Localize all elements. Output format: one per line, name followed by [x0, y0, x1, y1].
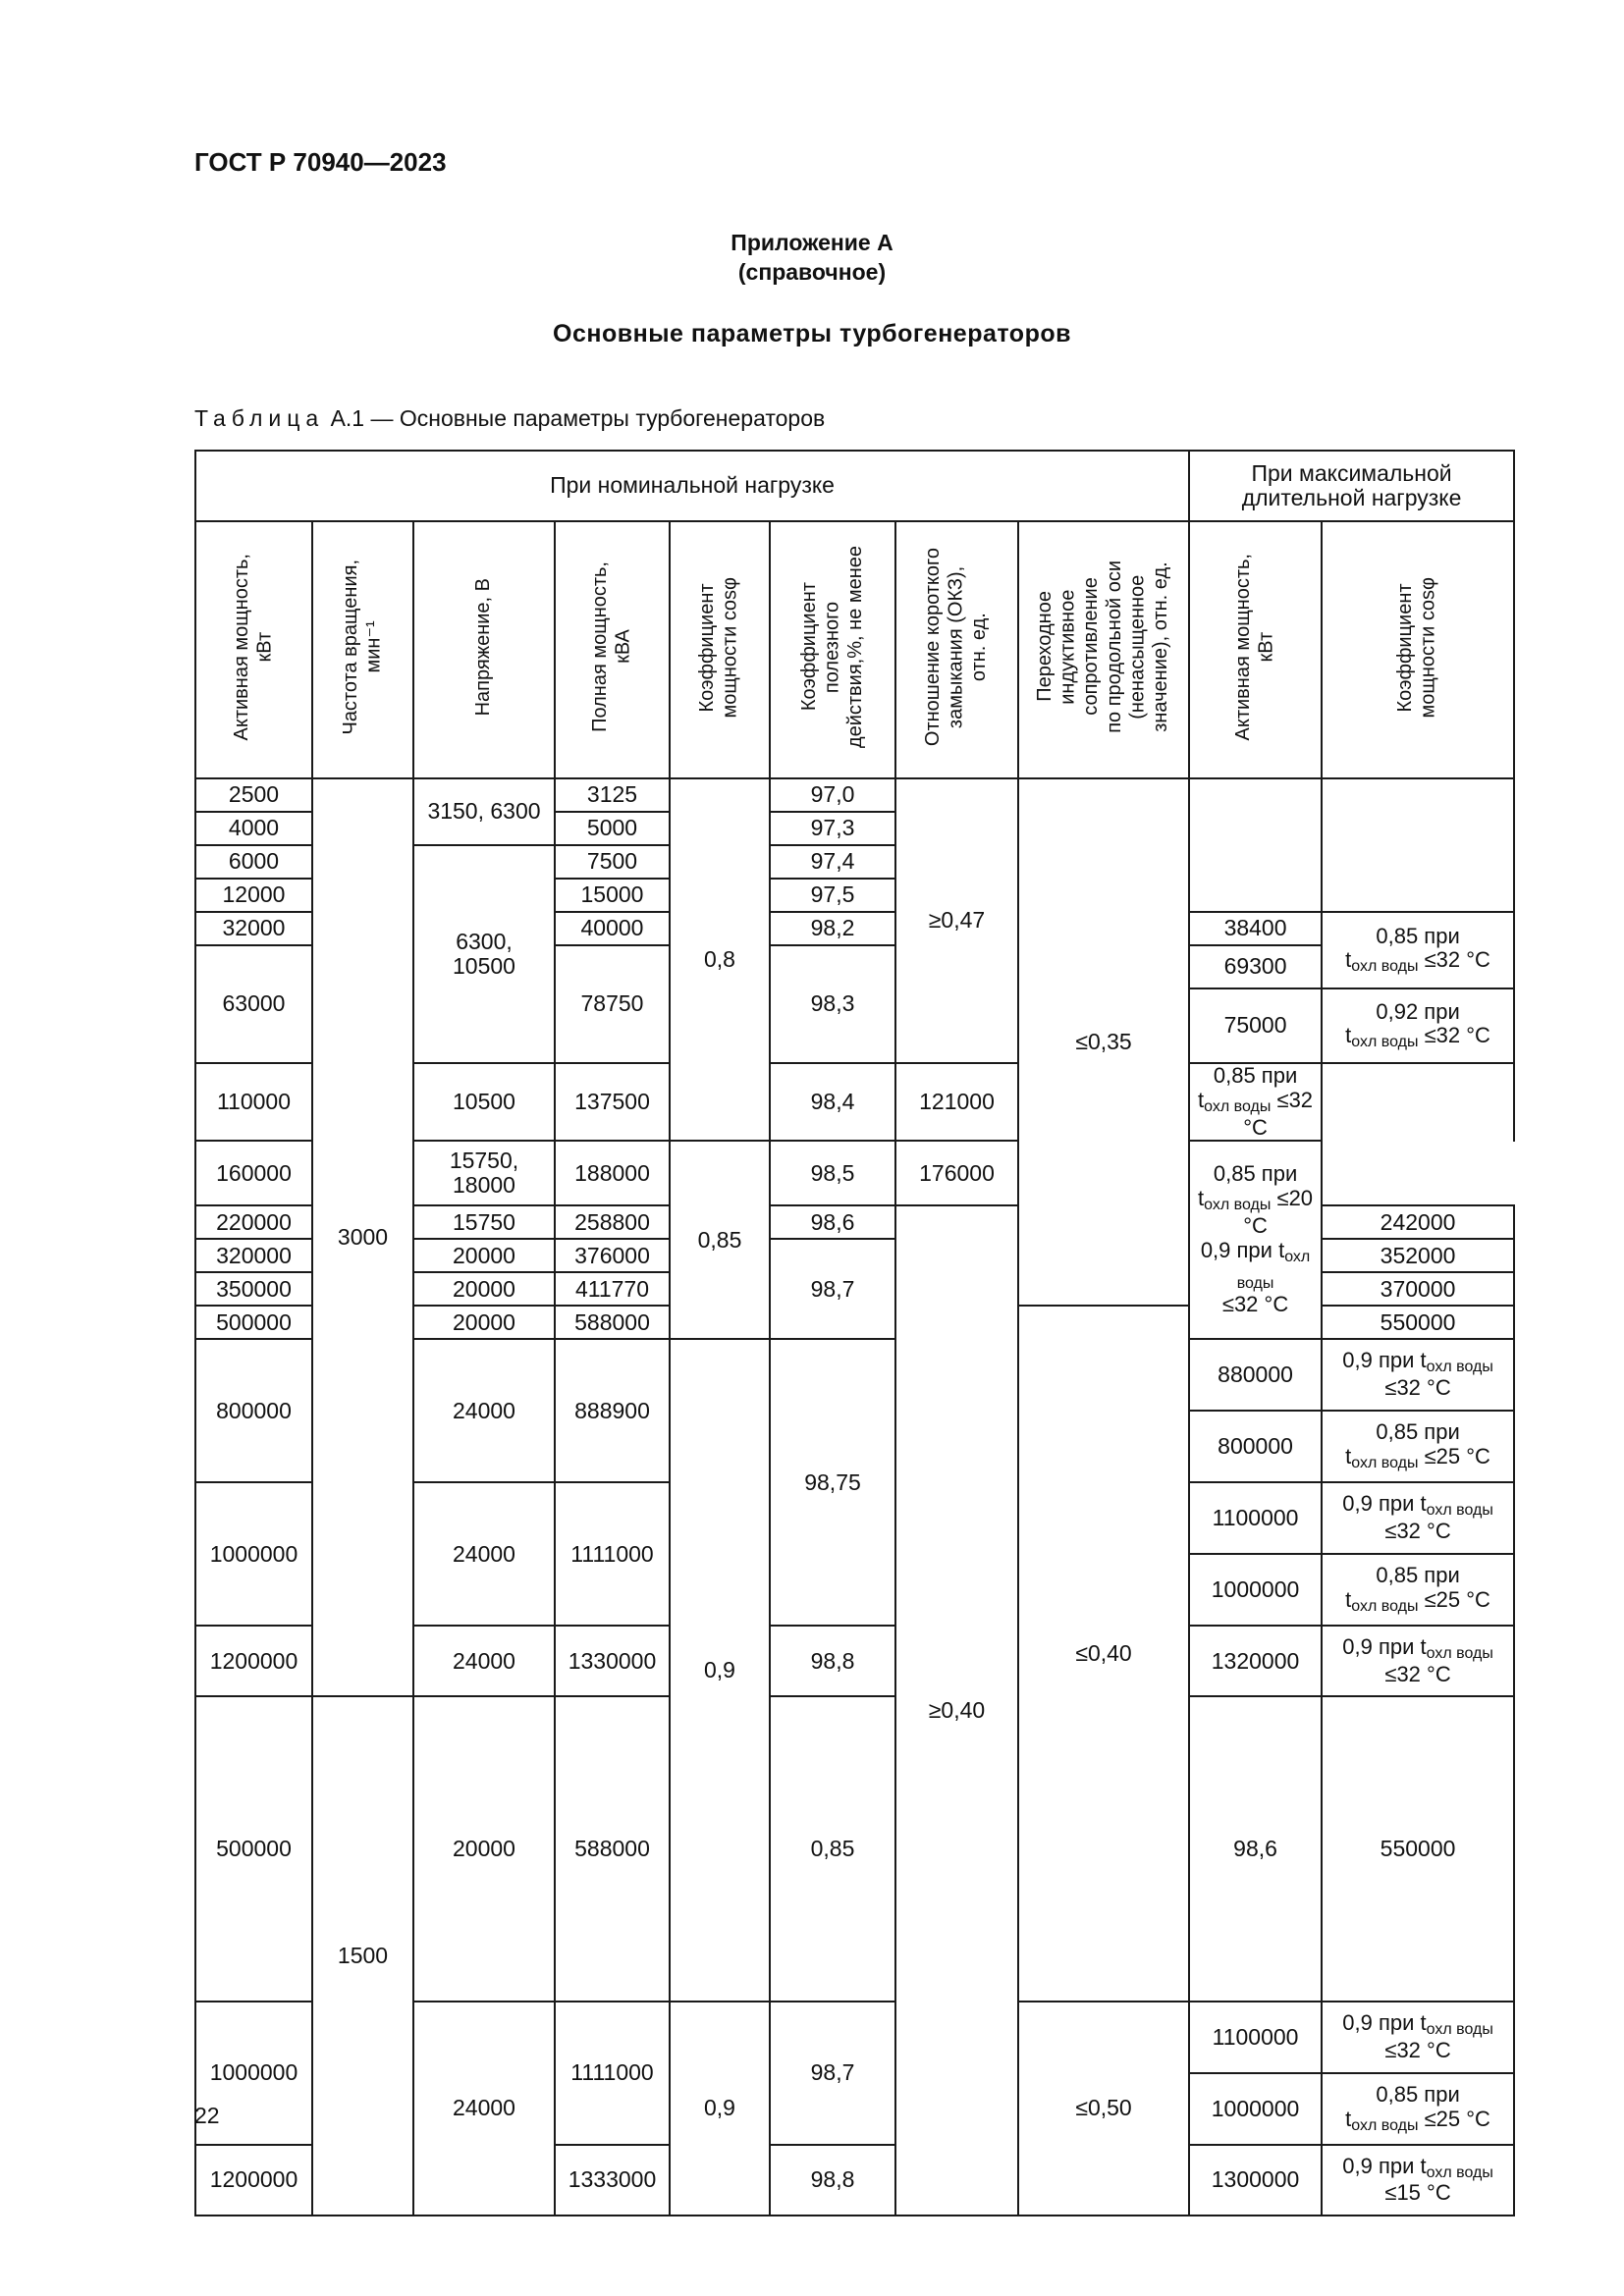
full-power-cell: 3125	[555, 778, 670, 812]
max-power-cell: 1000000	[1189, 2073, 1322, 2145]
voltage-cell: 24000	[413, 1626, 555, 1696]
active-power-cell: 160000	[195, 1141, 312, 1205]
active-power-cell: 6000	[195, 845, 312, 879]
xd-cell: ≤0,35	[1018, 778, 1189, 1306]
efficiency-cell: 97,5	[770, 879, 895, 912]
voltage-cell: 6300, 10500	[413, 845, 555, 1063]
max-power-cell: 69300	[1189, 945, 1322, 988]
appendix-note: (справочное)	[737, 259, 887, 285]
voltage-cell: 15750, 18000	[413, 1141, 555, 1205]
full-power-cell: 15000	[555, 879, 670, 912]
active-power-cell: 220000	[195, 1205, 312, 1239]
speed-cell: 3000	[312, 778, 413, 1696]
table-row	[195, 1696, 1514, 2002]
full-power-cell: 137500	[555, 1063, 670, 1141]
efficiency-cell: 98,4	[770, 1063, 895, 1141]
max-power-cell: 370000	[1322, 1272, 1514, 1306]
active-power-cell: 1000000	[195, 2002, 312, 2145]
efficiency-cell: 98,6	[1189, 1696, 1322, 2002]
speed-cell: 1500	[312, 1696, 413, 2216]
group-header-row	[195, 451, 1514, 521]
col-efficiency: Коэффициент полезного действия,%, не менее	[770, 521, 895, 778]
max-power-cell: 75000	[1189, 988, 1322, 1063]
page-number: 22	[194, 2103, 220, 2128]
full-power-cell: 78750	[555, 945, 670, 1063]
max-cos-cell: 0,85 при $t_{охл воды} \le 25$ °C	[1322, 2073, 1514, 2145]
group-max: При максимальной длительной нагрузке	[1189, 451, 1514, 521]
full-power-cell: 1333000	[555, 2145, 670, 2216]
max-cos-cell: 0,85 при $t_{охл воды} \le 25$ °C	[1322, 1554, 1514, 1626]
max-cos-cell: 0,9 при $t_{охл воды}$ ≤32 °C	[1322, 2002, 1514, 2073]
voltage-cell: 15750	[413, 1205, 555, 1239]
voltage-cell: 3150, 6300	[413, 778, 555, 845]
full-power-cell: 188000	[555, 1141, 670, 1205]
max-power-cell: 550000	[1322, 1696, 1514, 2002]
active-power-cell: 350000	[195, 1272, 312, 1306]
max-cos-cell: 0,85 при $t_{охл воды} \le 20$ °C 0,9 при $t_{охл воды}$ ≤32 °C	[1189, 1141, 1322, 1339]
max-power-cell: 1320000	[1189, 1626, 1322, 1696]
voltage-cell: 24000	[413, 2002, 555, 2216]
okz-cell: ≥0,40	[895, 1205, 1018, 2216]
active-power-cell: 2500	[195, 778, 312, 812]
max-power-cell: 1100000	[1189, 1482, 1322, 1554]
full-power-cell: 1330000	[555, 1626, 670, 1696]
max-cos-cell: 0,85 при $t_{охл воды} \le 32$ °C	[1189, 1063, 1322, 1141]
active-power-cell: 800000	[195, 1339, 312, 1482]
section-title: Основные параметры турбогенераторов	[553, 320, 1071, 347]
cos-phi-cell: 0,9	[670, 2002, 770, 2216]
max-power-cell: 1100000	[1189, 2002, 1322, 2073]
col-speed: Частота вращения, мин⁻¹	[312, 521, 413, 778]
max-cos-empty-cell	[1322, 778, 1514, 912]
full-power-cell: 5000	[555, 812, 670, 845]
table-caption	[194, 405, 825, 432]
full-power-cell: 40000	[555, 912, 670, 945]
max-cos-cell: 0,85 при $t_{охл воды} \le 32$ °C	[1322, 912, 1514, 988]
col-cos-phi: Коэффициент мощности cosφ	[670, 521, 770, 778]
voltage-cell: 24000	[413, 1482, 555, 1626]
cos-phi-cell: 0,85	[770, 1696, 895, 2002]
col-full-power: Полная мощность, кВА	[555, 521, 670, 778]
appendix-title: Приложение А	[731, 230, 893, 255]
col-max-active-power: Активная мощность, кВт	[1189, 521, 1322, 778]
max-cos-cell: 0,9 при $t_{охл воды}$ ≤32 °C	[1322, 1339, 1514, 1411]
full-power-cell: 888900	[555, 1339, 670, 1482]
max-power-cell: 121000	[895, 1063, 1018, 1141]
active-power-cell: 12000	[195, 879, 312, 912]
col-okz: Отношение короткого замыкания (ОКЗ), отн. ед.	[895, 521, 1018, 778]
efficiency-cell: 98,5	[770, 1141, 895, 1205]
active-power-cell: 1000000	[195, 1482, 312, 1626]
efficiency-cell: 98,2	[770, 912, 895, 945]
max-cos-cell: 0,85 при $t_{охл воды} \le 25$ °C	[1322, 1411, 1514, 1482]
max-cos-cell: 0,92 при $t_{охл воды} \le 32$ °C	[1322, 988, 1514, 1063]
col-max-cos-phi: Коэффициент мощности cosφ	[1322, 521, 1514, 778]
max-cos-cell: 0,9 при $t_{охл воды}$ ≤32 °C	[1322, 1482, 1514, 1554]
efficiency-cell: 97,3	[770, 812, 895, 845]
full-power-cell: 376000	[555, 1239, 670, 1272]
voltage-cell: 24000	[413, 1339, 555, 1482]
xd-cell: ≤0,40	[1018, 1306, 1189, 2002]
efficiency-cell: 98,6	[770, 1205, 895, 1239]
cos-phi-cell: 0,9	[670, 1339, 770, 2002]
active-power-cell: 32000	[195, 912, 312, 945]
active-power-cell: 1200000	[195, 1626, 312, 1696]
efficiency-cell: 98,3	[770, 945, 895, 1063]
full-power-cell: 7500	[555, 845, 670, 879]
voltage-cell: 20000	[413, 1239, 555, 1272]
max-cos-cell: 0,9 при $t_{охл воды}$ ≤15 °C	[1322, 2145, 1514, 2216]
efficiency-cell: 98,8	[770, 1626, 895, 1696]
max-power-cell: 242000	[1322, 1205, 1514, 1239]
col-voltage: Напряжение, В	[413, 521, 555, 778]
full-power-cell: 1111000	[555, 2002, 670, 2145]
active-power-cell: 4000	[195, 812, 312, 845]
voltage-cell: 20000	[413, 1272, 555, 1306]
voltage-cell: 10500	[413, 1063, 555, 1141]
max-power-cell: 1000000	[1189, 1554, 1322, 1626]
full-power-cell: 1111000	[555, 1482, 670, 1626]
cos-phi-cell: 0,8	[670, 778, 770, 1141]
caption-prefix: Таблица	[194, 405, 325, 431]
parameters-table	[194, 450, 1515, 2216]
col-xd: Переходное индуктивное сопротивление по продольной оси (ненасыщенное значение), отн. ед.	[1018, 521, 1189, 778]
max-power-cell: 1300000	[1189, 2145, 1322, 2216]
full-power-cell: 588000	[555, 1306, 670, 1339]
efficiency-cell: 98,75	[770, 1339, 895, 1626]
efficiency-cell: 98,7	[770, 1239, 895, 1339]
efficiency-cell: 98,7	[770, 2002, 895, 2145]
voltage-cell: 20000	[413, 1696, 555, 2002]
caption-text: А.1 — Основные параметры турбогенераторов	[330, 405, 826, 431]
document-id: ГОСТ Р 70940—2023	[194, 147, 447, 177]
full-power-cell: 588000	[555, 1696, 670, 2002]
max-power-cell: 550000	[1322, 1306, 1514, 1339]
efficiency-cell: 97,4	[770, 845, 895, 879]
max-power-cell: 800000	[1189, 1411, 1322, 1482]
max-power-empty-cell	[1189, 778, 1322, 912]
max-power-cell: 352000	[1322, 1239, 1514, 1272]
active-power-cell: 320000	[195, 1239, 312, 1272]
max-cos-cell: 0,9 при $t_{охл воды}$ ≤32 °C	[1322, 1626, 1514, 1696]
full-power-cell: 258800	[555, 1205, 670, 1239]
max-power-cell: 38400	[1189, 912, 1322, 945]
okz-cell: ≥0,47	[895, 778, 1018, 1063]
efficiency-cell: 97,0	[770, 778, 895, 812]
active-power-cell: 63000	[195, 945, 312, 1063]
active-power-cell: 500000	[195, 1306, 312, 1339]
efficiency-cell: 98,8	[770, 2145, 895, 2216]
active-power-cell: 1200000	[195, 2145, 312, 2216]
max-power-cell: 880000	[1189, 1339, 1322, 1411]
table-row	[195, 778, 1514, 812]
full-power-cell: 411770	[555, 1272, 670, 1306]
col-active-power: Активная мощность, кВт	[195, 521, 312, 778]
group-nominal: При номинальной нагрузке	[195, 451, 1189, 521]
column-header-row	[195, 521, 1514, 778]
active-power-cell: 110000	[195, 1063, 312, 1141]
max-power-cell: 176000	[895, 1141, 1018, 1205]
voltage-cell: 20000	[413, 1306, 555, 1339]
xd-cell: ≤0,50	[1018, 2002, 1189, 2216]
cos-phi-cell: 0,85	[670, 1141, 770, 1339]
active-power-cell: 500000	[195, 1696, 312, 2002]
